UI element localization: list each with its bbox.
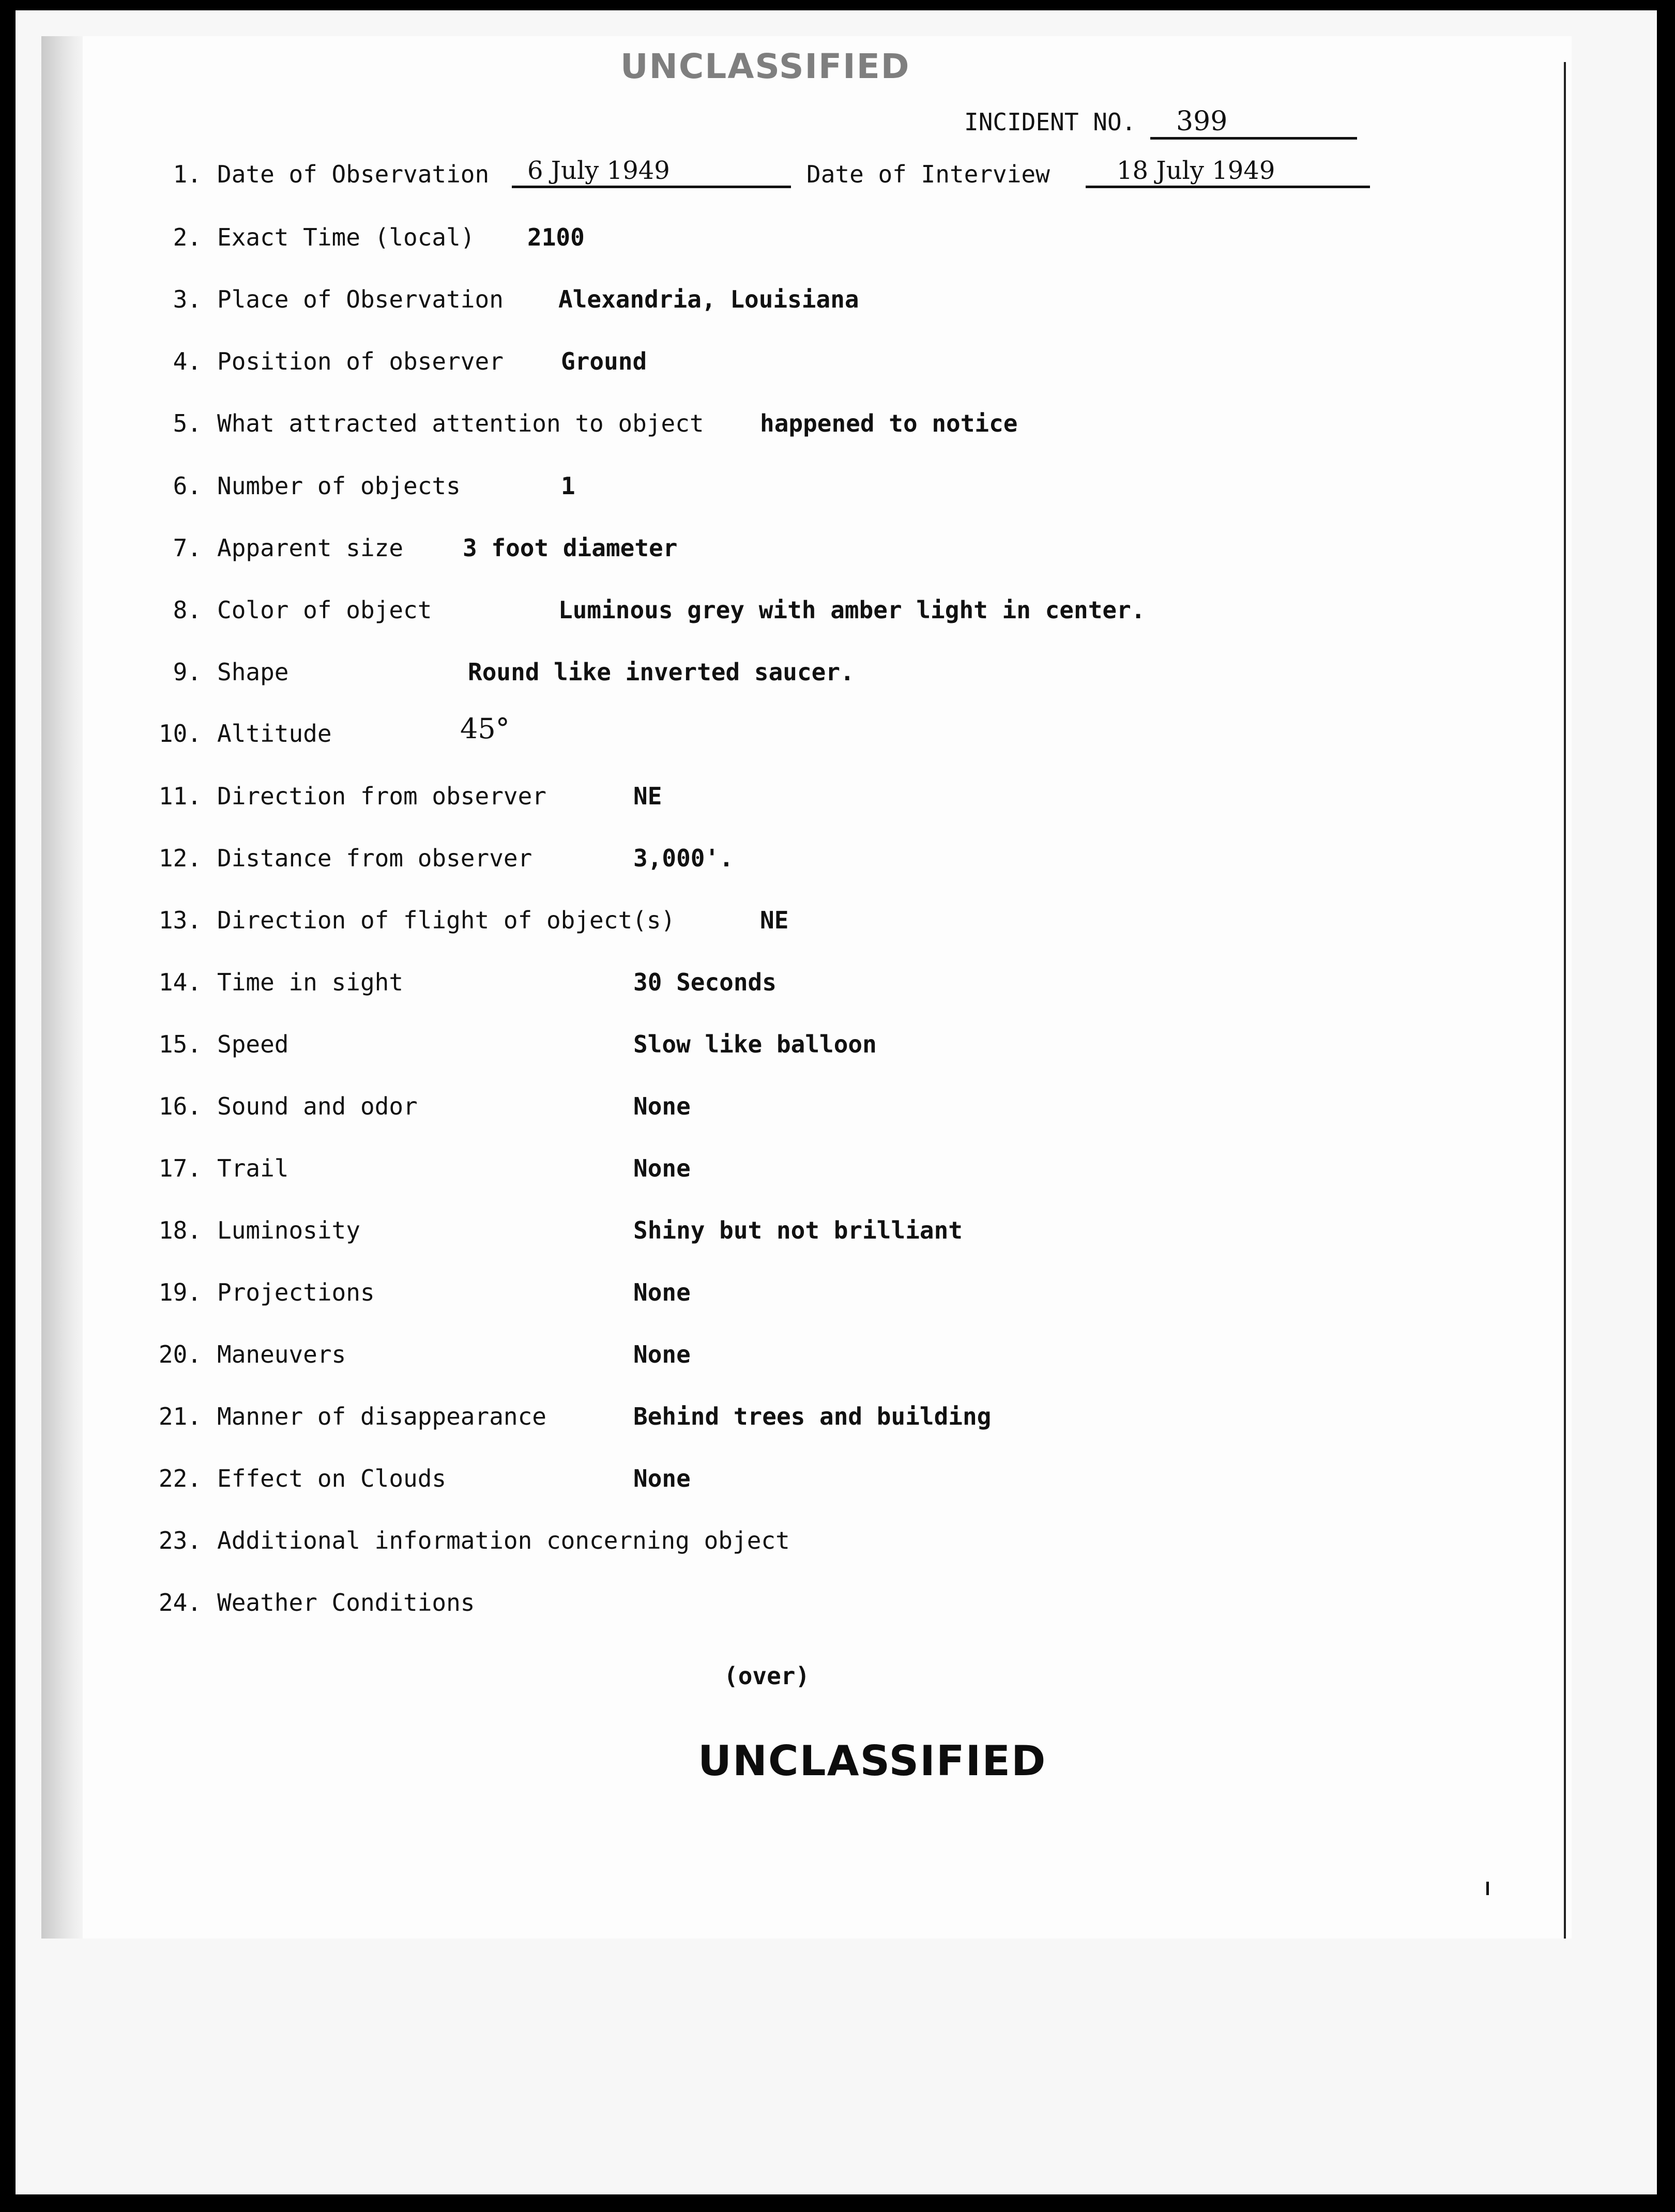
field-value: Ground	[561, 347, 647, 375]
field-label: Effect on Clouds	[217, 1465, 447, 1492]
field-label: Maneuvers	[217, 1340, 346, 1368]
field-value: 3 foot diameter	[463, 534, 678, 562]
field-number: 2.	[173, 223, 202, 251]
field-value: Luminous grey with amber light in center.	[558, 596, 1146, 624]
field-label: Position of observer	[217, 347, 504, 375]
field-value: 30 Seconds	[633, 968, 776, 996]
field-label: Altitude	[217, 720, 332, 747]
field-label: Date of Observation	[217, 160, 490, 188]
field-label: Speed	[217, 1030, 289, 1058]
field-value: 3,000'.	[633, 844, 734, 872]
field-number: 17.	[158, 1154, 202, 1182]
field-label: Direction from observer	[217, 782, 546, 810]
field-label: Place of Observation	[217, 285, 504, 313]
field-number: 1.	[173, 160, 202, 188]
field-number: 11.	[158, 782, 202, 810]
film-speck	[1486, 1882, 1489, 1895]
field-label: Exact Time (local)	[217, 223, 475, 251]
field-label: Number of objects	[217, 472, 461, 500]
field-number: 23.	[158, 1527, 202, 1554]
field-value: None	[633, 1092, 691, 1120]
field-label: Direction of flight of object(s)	[217, 906, 676, 934]
field-number: 24.	[158, 1589, 202, 1616]
field-label: Weather Conditions	[217, 1589, 475, 1616]
field-number: 3.	[173, 285, 202, 313]
field-value: NE	[760, 906, 789, 934]
classification-stamp-bottom: UNCLASSIFIED	[698, 1737, 1047, 1785]
field-number: 16.	[158, 1092, 202, 1120]
field-label: Sound and odor	[217, 1092, 418, 1120]
field-value: Alexandria, Louisiana	[558, 285, 859, 313]
field-value: None	[633, 1340, 691, 1368]
field-number: 19.	[158, 1278, 202, 1306]
field-label: Color of object	[217, 596, 432, 624]
field-value: None	[633, 1154, 691, 1182]
incident-number: 399	[1150, 106, 1357, 140]
field-number: 14.	[158, 968, 202, 996]
field-value: 45°	[460, 712, 510, 745]
classification-stamp-top: UNCLASSIFIED	[620, 47, 910, 86]
field-number: 12.	[158, 844, 202, 872]
field-number: 7.	[173, 534, 202, 562]
field-label: Apparent size	[217, 534, 404, 562]
field-number: 21.	[158, 1402, 202, 1430]
field-number: 8.	[173, 596, 202, 624]
incident-number-line	[964, 106, 1357, 140]
date-of-observation-value: 6 July 1949	[512, 156, 791, 188]
field-value: None	[633, 1465, 691, 1492]
field-label: What attracted attention to object	[217, 409, 704, 437]
field-number: 22.	[158, 1465, 202, 1492]
field-number: 15.	[158, 1030, 202, 1058]
field-label: Distance from observer	[217, 844, 532, 872]
report-page	[83, 36, 1572, 1939]
field-label: Additional information concerning object	[217, 1527, 790, 1554]
field-number: 20.	[158, 1340, 202, 1368]
field-number: 13.	[158, 906, 202, 934]
field-label: Trail	[217, 1154, 289, 1182]
page-edge	[1564, 62, 1566, 1939]
field-value: Shiny but not brilliant	[633, 1216, 963, 1244]
field-value: 1	[561, 472, 575, 500]
field-value: happened to notice	[760, 409, 1018, 437]
field-label: Shape	[217, 658, 289, 686]
field-number: 6.	[173, 472, 202, 500]
field-value: Round like inverted saucer.	[468, 658, 855, 686]
page-shadow	[41, 36, 83, 1939]
field-value: Slow like balloon	[633, 1030, 877, 1058]
field-value: NE	[633, 782, 662, 810]
field-number: 10.	[158, 720, 202, 747]
date-of-interview-value: 18 July 1949	[1086, 156, 1370, 188]
field-value: None	[633, 1278, 691, 1306]
date-of-interview-label: Date of Interview	[806, 160, 1050, 188]
field-label: Manner of disappearance	[217, 1402, 546, 1430]
field-value: 2100	[527, 223, 585, 251]
field-label: Time in sight	[217, 968, 404, 996]
field-number: 4.	[173, 347, 202, 375]
field-value: Behind trees and building	[633, 1402, 992, 1430]
field-label: Luminosity	[217, 1216, 360, 1244]
field-number: 5.	[173, 409, 202, 437]
incident-label: INCIDENT NO.	[964, 108, 1136, 136]
field-number: 18.	[158, 1216, 202, 1244]
over-note: (over)	[724, 1662, 810, 1690]
field-number: 9.	[173, 658, 202, 686]
field-label: Projections	[217, 1278, 375, 1306]
